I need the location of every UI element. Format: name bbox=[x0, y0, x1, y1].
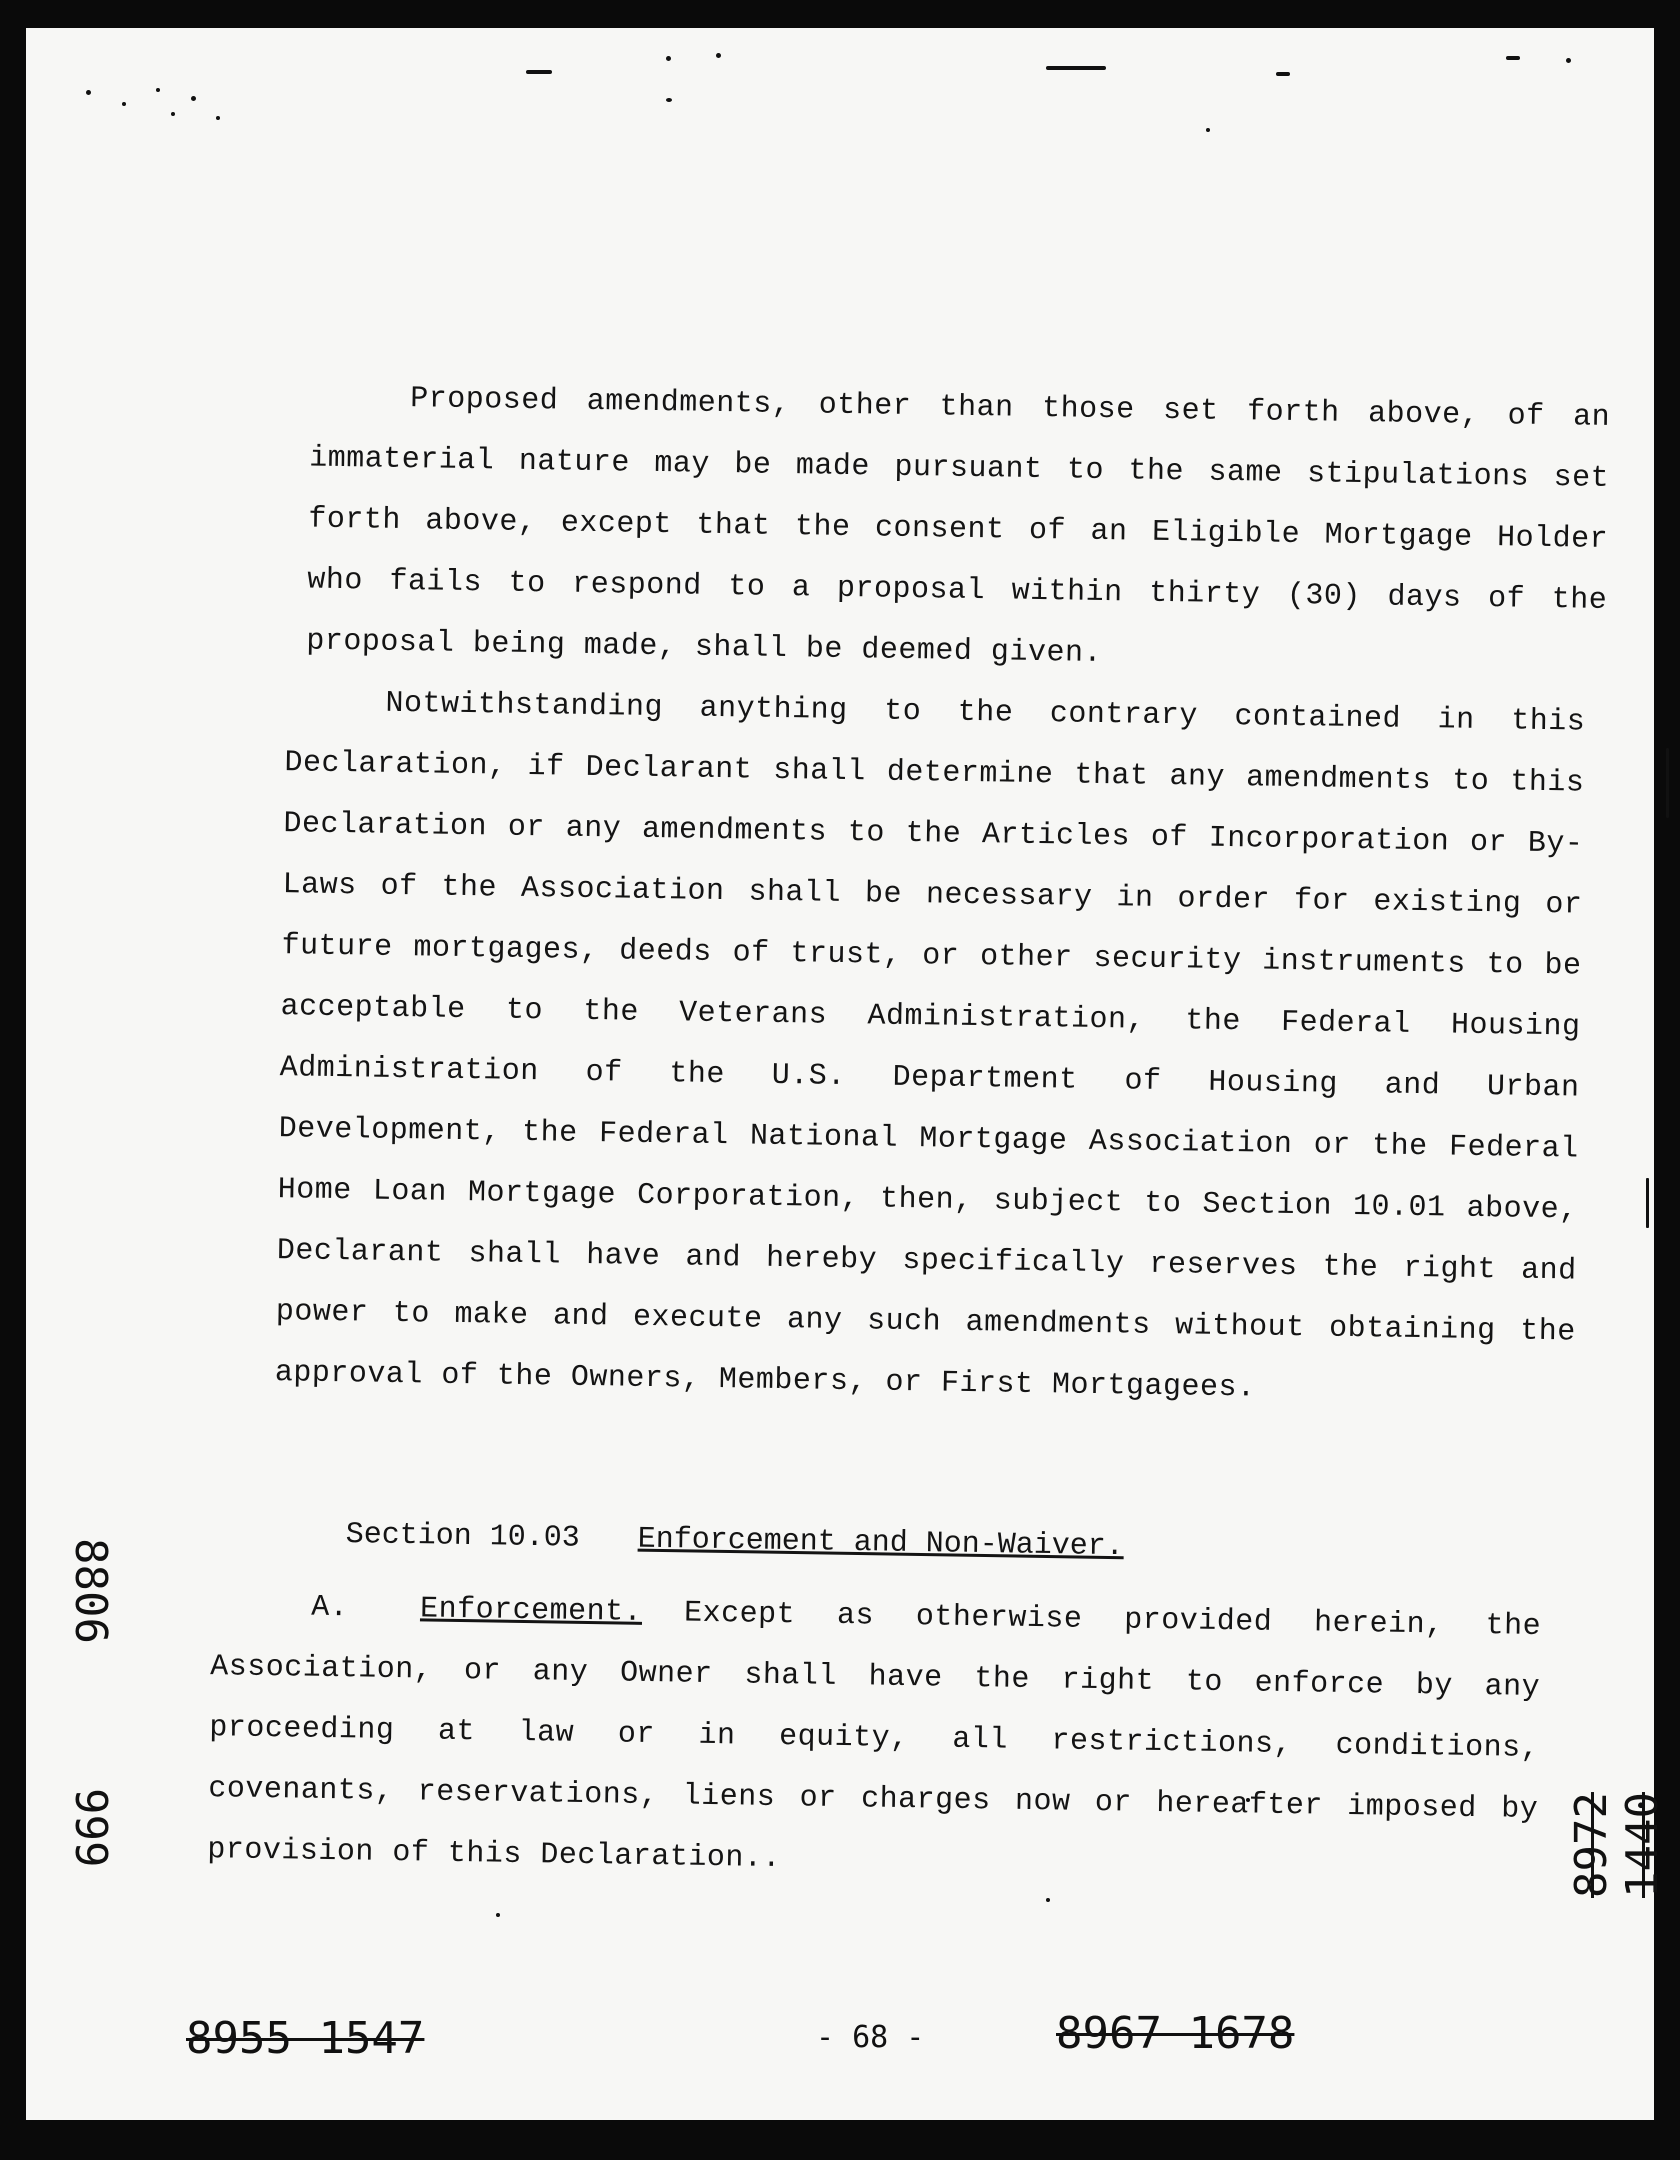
document-page bbox=[26, 28, 1668, 2120]
footer-stamp-right: 8967 1678 bbox=[1056, 2008, 1295, 2059]
paragraph-enforcement bbox=[207, 1576, 1542, 1902]
side-stamp-bottom: 999 bbox=[65, 1788, 116, 1868]
subsection-body: Except as otherwise provided herein, the Association, or any Owner shall have the right to enforce by any proceeding at law or in equity, all restrictions, conditions, covenants, reservations, liens or charges now or hereafter imposed by provision of this Declaration.. bbox=[207, 1596, 1542, 1877]
page-number: - 68 - bbox=[816, 2020, 925, 2055]
side-stamp-top: 8806 bbox=[65, 1538, 116, 1644]
footer-stamp-left: 8955 1547 bbox=[186, 2013, 425, 2064]
section-title: Enforcement and Non-Waiver. bbox=[637, 1522, 1125, 1565]
side-stamp-right: 8972 1440 bbox=[1566, 1792, 1668, 1898]
paragraph-notwithstanding: Notwithstanding anything to the contrary contained in this Declaration, if Declarant shall determine that any amendments to this Declaration or any amendments to the Articles of Incorporation or By-Laws of the Association shall be necessary in order for existing or future mortgages, deeds of trust, or other security instruments to be acceptable to the Veterans Administration, the Federal Housing Administration of the U.S. Department of Housing and Urban Development, the Federal National Mortgage Association or the Federal Home Loan Mortgage Corporation, then, subject to Section 10.01 above, Declarant shall have and hereby specifically reserves the right and power to make and execute any such amendments without obtaining the approval of the Owners, Members, or First Mortgagees. bbox=[274, 686, 1586, 1406]
subsection-label: A. bbox=[310, 1590, 349, 1626]
section-number: Section 10.03 bbox=[345, 1518, 581, 1556]
subsection-lead: Enforcement. bbox=[419, 1592, 643, 1630]
subsection-text bbox=[0, 28, 1654, 2145]
paragraph-amendments: Proposed amendments, other than those set forth above, of an immaterial nature may be made pursuant to the same stipulations set forth above, except that the consent of an Eligible Mortgage Holder who fails to respond to a proposal within thirty (30) days of the proposal being made, shall be deemed given. bbox=[306, 382, 1611, 671]
